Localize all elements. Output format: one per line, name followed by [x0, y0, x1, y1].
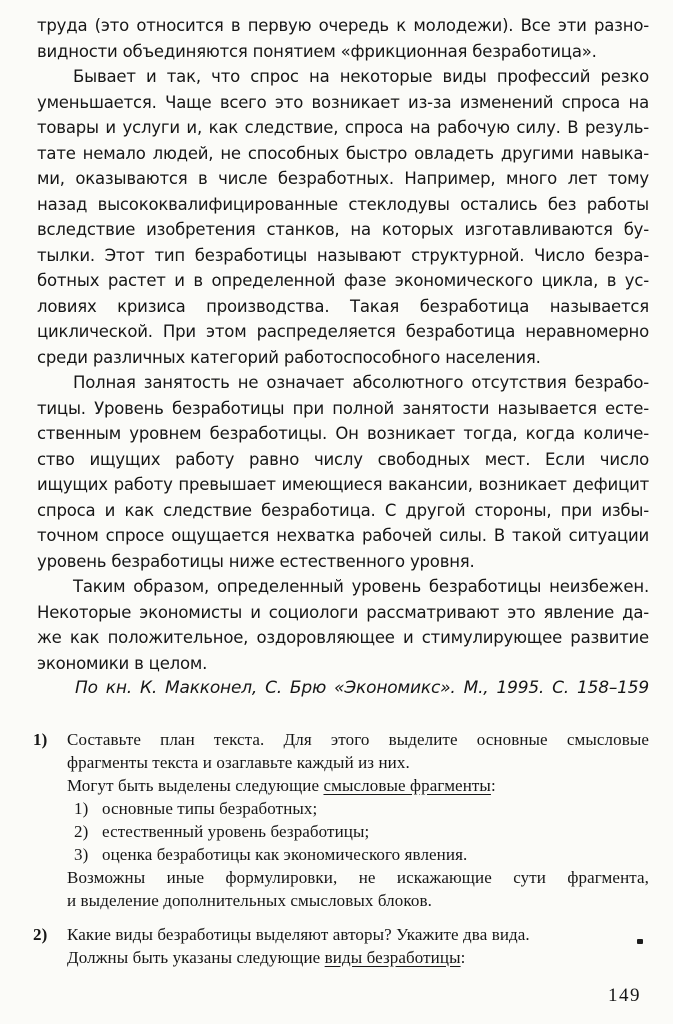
text-line: вследствие изобретения станков, на которых изготавливаются бу-	[37, 220, 649, 239]
text-line: труда (это относится в первую очередь к молодежи). Все эти разно-	[37, 16, 649, 35]
text-line: фрагменты текста и озаглавьте каждый из них.	[67, 752, 410, 772]
text-line: назад высококвалифицированные стеклодувы остались без работы	[37, 194, 649, 214]
questions-section	[0, 728, 673, 969]
answer-intro-underlined-phrase: виды безработицы	[324, 947, 461, 967]
question-2-answer-intro	[67, 946, 649, 969]
text-line: и выделение дополнительных смысловых блоков.	[67, 890, 432, 910]
text-line: ботных растет и в определенной фазе экономического цикла, в ус-	[37, 271, 649, 290]
text-line: ми, оказываются в числе безработных. Например, много лет тому	[37, 169, 649, 188]
answer-intro-prefix: Могут быть выделены следующие	[67, 775, 324, 795]
text-line: Какие виды безработицы выделяют авторы? Укажите два вида.	[67, 924, 530, 944]
question-2-task	[67, 923, 649, 946]
text-line: Возможны иные формулировки, не искажающие сути фрагмента,	[67, 867, 649, 887]
sublist-item	[67, 797, 649, 820]
text-line: уменьшается. Чаще всего это возникает из-за изменений спроса на	[37, 92, 649, 112]
answer-intro-suffix: :	[490, 775, 496, 795]
sublist-item-number: 1)	[74, 798, 89, 818]
text-line: уровень безработицы ниже естественного уровня.	[37, 551, 475, 571]
sublist-item-number: 2)	[74, 821, 89, 841]
paragraph-natural-unemployment-level	[37, 370, 649, 574]
text-line: Некоторые экономисты и социологи рассматривают это явление да-	[37, 602, 649, 622]
answer-intro-suffix: :	[460, 947, 466, 967]
paragraph-structural-cyclical-unemployment	[37, 64, 649, 370]
question-1	[33, 728, 649, 912]
text-line: ищущих работу превышает имеющиеся вакансии, возникает дефицит	[37, 475, 649, 494]
paragraph-conclusion	[37, 574, 649, 676]
page-number: 149	[608, 985, 641, 1006]
question-2	[33, 923, 649, 969]
text-line: ловиях кризиса производства. Такая безработица называется	[37, 296, 649, 316]
source-citation: По кн. К. Макконел, С. Брю «Экономикс». М., 1995. С. 158–159	[75, 678, 649, 698]
question-1-note	[67, 866, 649, 912]
text-line: же как положительное, оздоровляющее и стимулирующее развитие	[37, 628, 649, 647]
sublist-item-number: 3)	[74, 844, 89, 864]
text-line: Таким образом, определенный уровень безработицы неизбежен.	[73, 577, 649, 596]
question-2-number: 2)	[33, 924, 48, 944]
text-line: Составьте план текста. Для этого выделите основные смысловые	[67, 729, 649, 749]
text-line: видности объединяются понятием «фрикционная безработица».	[37, 41, 597, 61]
sublist-item-text: оценка безработицы как экономического явления.	[102, 844, 468, 864]
text-line: тицы. Уровень безработицы при полной занятости называется есте-	[37, 398, 649, 418]
text-line: Бывает и так, что спрос на некоторые виды профессий резко	[73, 67, 649, 86]
text-line: среди различных категорий работоспособного населения.	[37, 347, 541, 367]
text-line: тылки. Этот тип безработицы называют структурной. Число безра-	[37, 245, 649, 265]
text-line: ство ищущих работу равно числу свободных мест. Если число	[37, 449, 649, 469]
sublist-item	[67, 843, 649, 866]
text-line: точном спросе ощущается нехватка рабочей силы. В такой ситуации	[37, 526, 649, 545]
text-line: ственным уровнем безработицы. Он возникает тогда, когда количе-	[37, 424, 649, 443]
text-line: товары и услуги и, как следствие, спроса на рабочую силу. В резуль-	[37, 118, 649, 137]
text-line: экономики в целом.	[37, 653, 208, 673]
text-line: спроса и как следствие безработица. С другой стороны, при избы-	[37, 500, 649, 520]
text-line: Полная занятость не означает абсолютного отсутствия безрабо-	[73, 373, 649, 392]
question-1-task	[67, 728, 649, 774]
sublist-item	[67, 820, 649, 843]
answer-intro-underlined-phrase: смысловые фрагменты	[323, 775, 491, 795]
paragraph-frictional-unemployment	[37, 13, 649, 64]
answer-intro-prefix: Должны быть указаны следующие	[67, 947, 325, 967]
question-1-answer-intro	[67, 774, 649, 797]
sublist-item-text: основные типы безработных;	[102, 798, 318, 818]
sublist-item-text: естественный уровень безработицы;	[102, 821, 370, 841]
question-1-number: 1)	[33, 729, 48, 749]
ink-speck	[637, 939, 643, 944]
question-1-body	[67, 728, 649, 912]
text-line: тате немало людей, не способных быстро овладеть другими навыка-	[37, 143, 649, 163]
text-line: циклической. При этом распределяется безработица неравномерно	[37, 322, 649, 341]
question-2-body	[67, 923, 649, 969]
question-1-sublist	[67, 797, 649, 866]
